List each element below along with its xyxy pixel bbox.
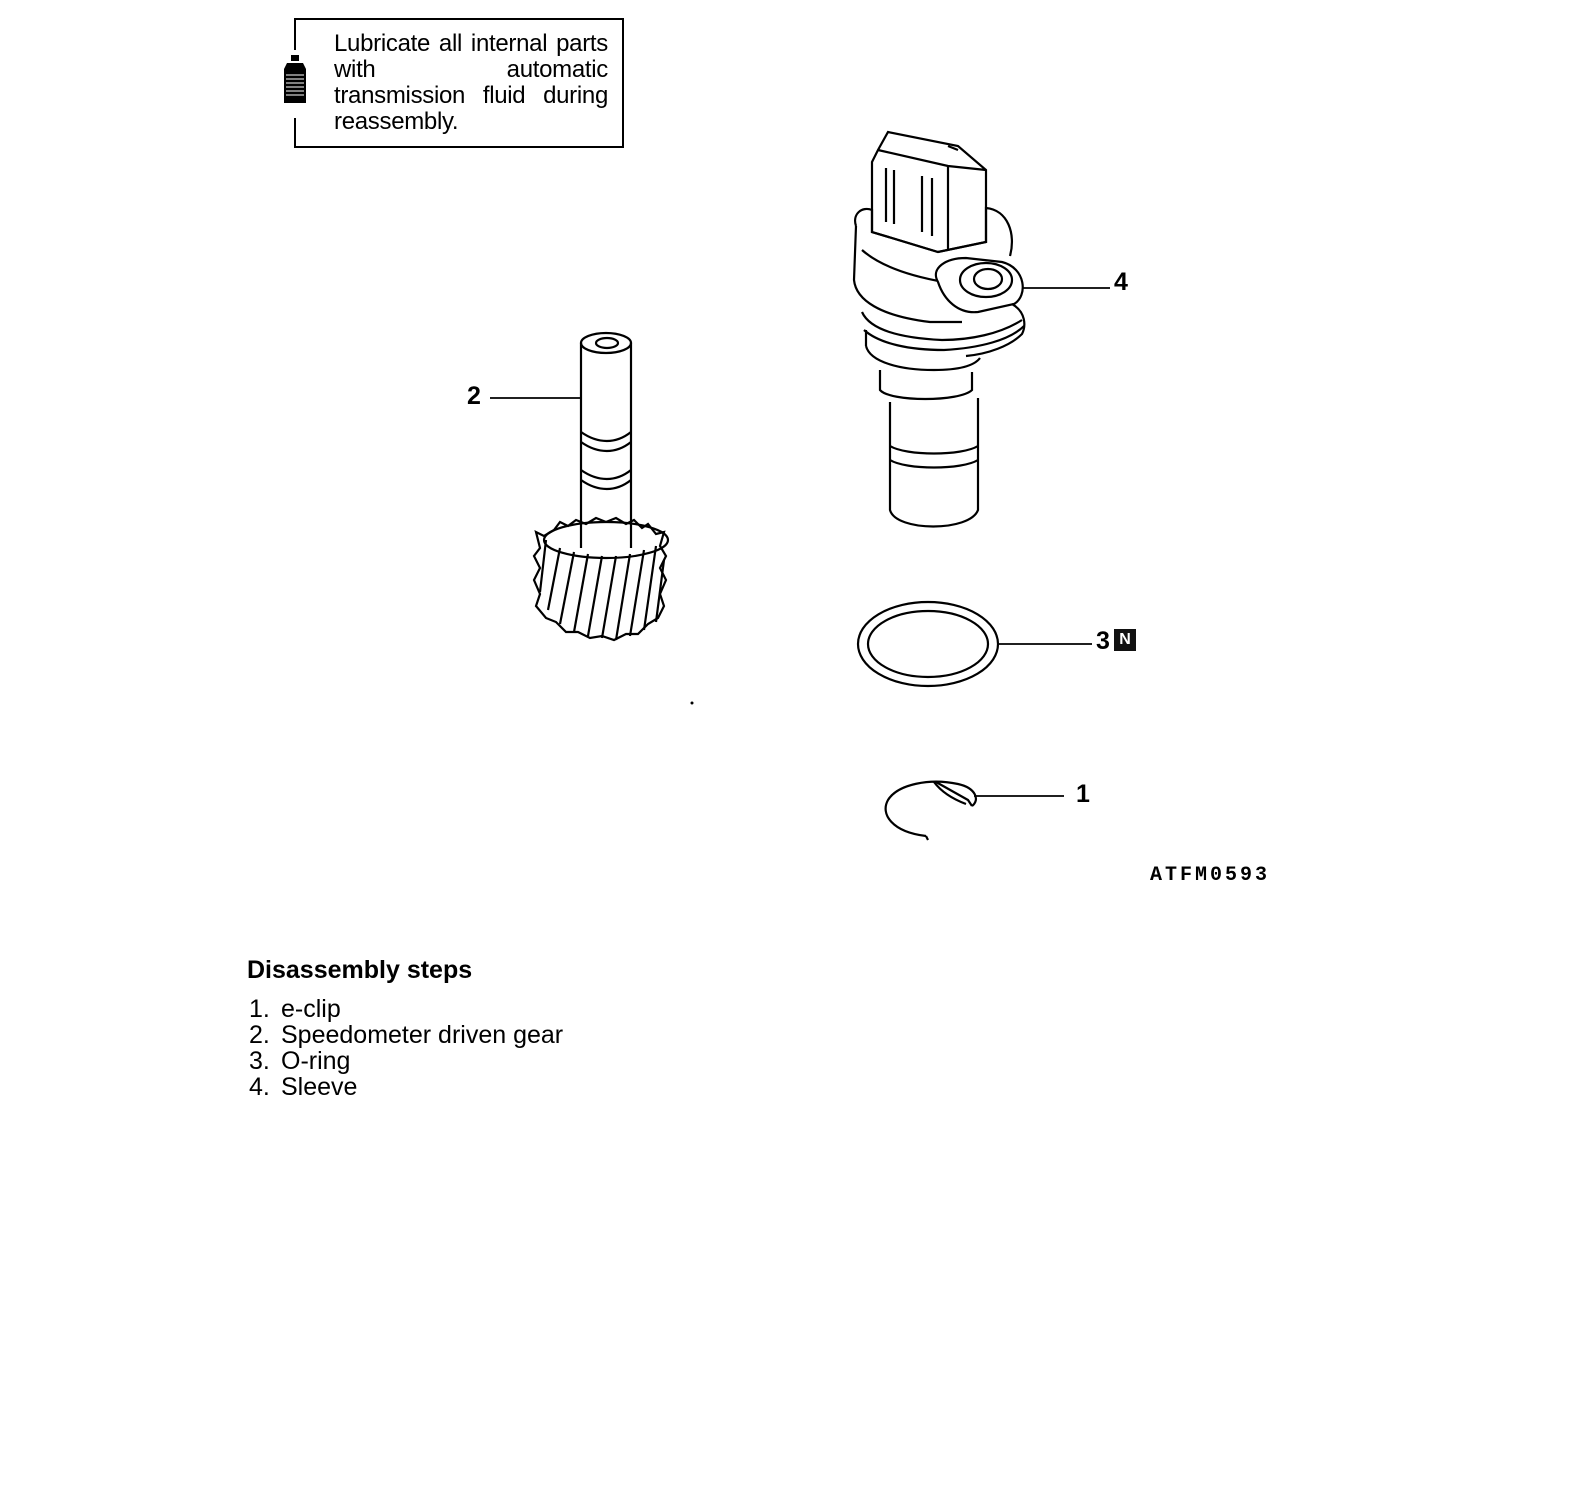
lubrication-note-text: Lubricate all internal parts with automatic transmission fluid during reassembly.: [334, 30, 608, 135]
step-label: O-ring: [281, 1047, 351, 1075]
steps-heading: Disassembly steps: [247, 956, 473, 984]
callout-1: 1: [1076, 780, 1090, 808]
list-item: 3. O-ring: [249, 1047, 351, 1075]
new-part-badge: N: [1114, 629, 1136, 651]
steps-list: [249, 996, 563, 1100]
speedometer-driven-gear-drawing: [534, 333, 668, 640]
o-ring-drawing: [858, 602, 998, 686]
list-item: 2. Speedometer driven gear: [249, 1021, 564, 1049]
callout-3: 3: [1096, 627, 1110, 655]
step-label: Speedometer driven gear: [281, 1021, 564, 1049]
callout-4: 4: [1114, 268, 1128, 296]
callout-2: 2: [467, 382, 481, 410]
step-label: Sleeve: [281, 1073, 358, 1101]
list-item: 1. e-clip: [249, 995, 341, 1023]
e-clip-drawing: [886, 782, 976, 840]
sleeve-part-drawing: [854, 132, 1024, 527]
figure-code: ATFM0593: [1150, 864, 1271, 887]
step-label: e-clip: [281, 995, 341, 1023]
list-item: 4. Sleeve: [249, 1073, 358, 1101]
